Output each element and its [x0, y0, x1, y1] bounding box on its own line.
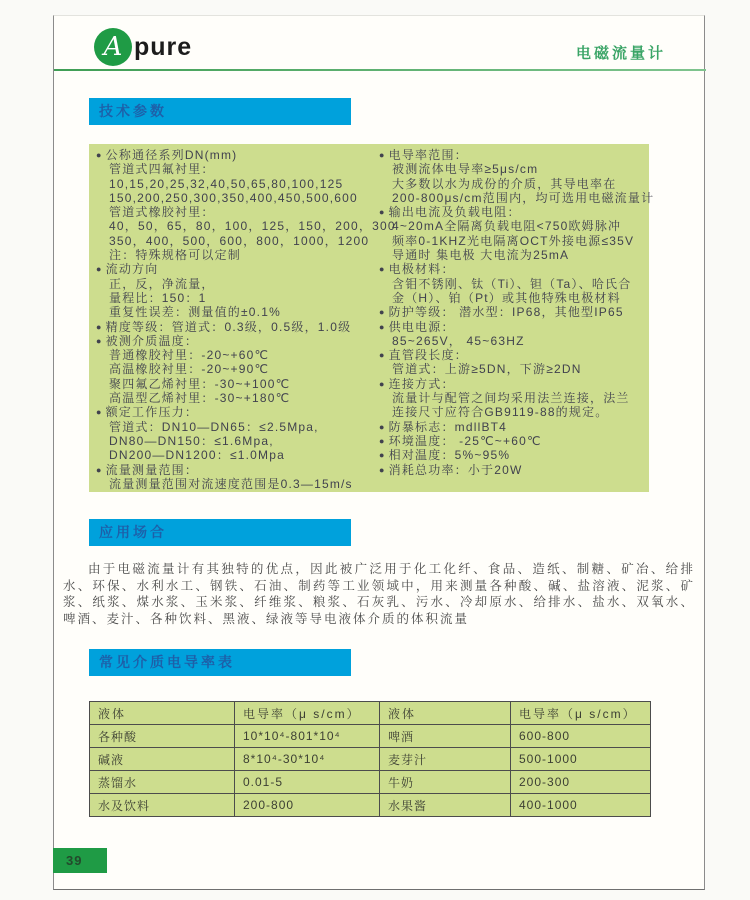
spec-item-head [96, 148, 377, 162]
spec-item-line: 导通时 集电极 大电流为25mA [392, 248, 570, 263]
spec-item-line: DN80—DN150：≤1.6Mpa, [109, 433, 274, 448]
table-row [90, 748, 651, 771]
spec-item-head-text: 被测介质温度： [105, 333, 199, 348]
spec-item-line: 大多数以水为成份的介质，其导电率在 [392, 176, 617, 191]
table-cell: 8*10⁴-30*10⁴ [235, 748, 380, 771]
spec-item [96, 463, 377, 492]
spec-item-head-text: 电导率范围： [388, 148, 468, 162]
brand-logo [94, 27, 192, 67]
logo-letter: A [103, 32, 123, 62]
spec-item [96, 334, 377, 405]
spec-item-line: 85~265V， 45~63HZ [392, 333, 525, 348]
spec-item-line: 频率0-1KHZ光电隔离OCT外接电源≤35V [392, 233, 635, 248]
tech-spec-panel [89, 144, 655, 492]
table-cell: 600-800 [511, 725, 651, 748]
spec-item-line: 管道式：上游≥5DN，下游≥2DN [392, 362, 582, 377]
conductivity-table [89, 701, 651, 817]
spec-item-line: 高温型乙烯衬里：-30~+180℃ [109, 391, 291, 406]
section-banner-conductivity-table: 常见介质电导率表 [89, 649, 351, 676]
spec-item [379, 463, 645, 477]
spec-item-head-text: 防暴标志：mdllBT4 [388, 419, 508, 434]
spec-item-head [96, 405, 377, 419]
spec-item-line: 正，反，净流量， [109, 276, 215, 291]
spec-item-line: 金（H）、铂（Pt）或其他特殊电极材料 [392, 290, 621, 305]
spec-item [379, 377, 645, 420]
table-cell: 蒸馏水 [90, 771, 235, 794]
spec-item-line: 被测流体电导率≥5μs/cm [392, 162, 539, 177]
table-row [90, 725, 651, 748]
spec-item-head [379, 205, 645, 219]
table-header-cell: 电导率（μ s/cm） [511, 702, 651, 725]
spec-item-head [96, 463, 377, 477]
table-row [90, 794, 651, 817]
bullet-icon: ● [379, 264, 386, 275]
spec-item-line: 注：特殊规格可以定制 [109, 248, 242, 263]
spec-item-head [379, 262, 645, 276]
spec-item-head-text: 公称通径系列DN(mm) [105, 148, 238, 162]
bullet-icon: ● [379, 450, 386, 461]
document-page [53, 15, 705, 890]
spec-item-head-text: 直管段长度： [388, 348, 468, 363]
spec-item-head-text: 精度等级：管道式：0.3级，0.5级，1.0级 [105, 319, 352, 334]
spec-item [379, 448, 645, 462]
spec-item-head-text: 供电电源： [388, 319, 455, 334]
spec-item-line: 聚四氟乙烯衬里：-30~+100℃ [109, 376, 291, 391]
spec-item-line: 40，50，65，80，100，125，150，200，300 [109, 219, 396, 234]
spec-column-left [96, 148, 396, 491]
spec-item-head-text: 相对温度：5%~95% [388, 448, 511, 463]
application-paragraph: 由于电磁流量计有其独特的优点，因此被广泛用于化工化纤、食品、造纸、制糖、矿冶、给排水、环保、水利水工、钢铁、石油、制药等工业领域中，用来测量各种酸、碱、盐溶液、泥浆、矿浆、纸浆、煤水浆、玉米浆、纤维浆、粮浆、石灰乳、污水、冷却原水、给排水、盐水、双氧水、啤酒、麦汁、各种饮料、黑液、绿液等导电液体介质的体积流量 [63, 562, 695, 626]
table-header-cell: 液体 [380, 702, 511, 725]
table-cell: 碱液 [90, 748, 235, 771]
bullet-icon: ● [96, 407, 103, 418]
spec-item-line: 管道式：DN10—DN65：≤2.5Mpa, [109, 419, 319, 434]
spec-item-head-text: 额定工作压力： [105, 405, 199, 420]
page-number-badge [53, 848, 107, 873]
spec-item-head [379, 448, 645, 462]
table-header-row [90, 702, 651, 725]
table-cell: 500-1000 [511, 748, 651, 771]
spec-item-line: 高温橡胶衬里：-20~+90℃ [109, 362, 270, 377]
spec-item-head [379, 320, 645, 334]
table-cell: 200-800 [235, 794, 380, 817]
spec-item-line: 含钼不锈刚、钛（Ti）、钽（Ta）、哈氏合 [392, 276, 632, 291]
spec-item-head [379, 377, 645, 391]
table-row [90, 771, 651, 794]
spec-item-line: 连接尺寸应符合GB9119-88的规定。 [392, 405, 609, 420]
spec-item-head [379, 463, 645, 477]
spec-item-head-text: 连接方式： [388, 376, 455, 391]
spec-item-head [379, 420, 645, 434]
bullet-icon: ● [379, 150, 386, 160]
table-cell: 200-300 [511, 771, 651, 794]
spec-item [379, 205, 645, 262]
spec-item [379, 262, 645, 305]
table-header-cell: 电导率（μ s/cm） [235, 702, 380, 725]
spec-item-line: DN200—DN1200：≤1.0Mpa [109, 448, 285, 463]
header-divider [54, 69, 706, 71]
spec-item [379, 320, 645, 349]
bullet-icon: ● [96, 150, 103, 160]
spec-item-head-text: 流量测量范围： [105, 462, 199, 477]
table-cell: 水及饮料 [90, 794, 235, 817]
table-cell: 10*10⁴-801*10⁴ [235, 725, 380, 748]
spec-item-head-text: 输出电流及负载电阻： [388, 205, 521, 220]
spec-item-head [96, 262, 377, 276]
table-cell: 水果酱 [380, 794, 511, 817]
spec-item-line: 重复性误差：测量值的±0.1% [109, 305, 281, 320]
bullet-icon: ● [379, 307, 386, 318]
bullet-icon: ● [379, 435, 386, 446]
logo-wordmark: pure [134, 32, 193, 61]
spec-item-head [379, 434, 645, 448]
spec-item [379, 348, 645, 377]
table-cell: 各种酸 [90, 725, 235, 748]
table-header-cell: 液体 [90, 702, 235, 725]
spec-item-head [96, 334, 377, 348]
bullet-icon: ● [379, 378, 386, 389]
spec-item-line: 350，400，500，600，800，1000，1200 [109, 233, 370, 248]
spec-item-head-text: 环境温度： -25℃~+60℃ [388, 433, 542, 448]
bullet-icon: ● [96, 335, 103, 346]
table-cell: 牛奶 [380, 771, 511, 794]
bullet-icon: ● [96, 321, 103, 332]
product-title: 电磁流量计 [575, 45, 666, 62]
spec-item [96, 148, 396, 263]
spec-item-head [96, 320, 377, 334]
spec-item-line: 流量测量范围对流速度范围是0.3—15m/s [109, 476, 353, 491]
spec-item-line: 150,200,250,300,350,400,450,500,600 [109, 190, 358, 205]
spec-item-line: 管道式四氟衬里： [109, 162, 215, 177]
spec-item-head-text: 消耗总功率：小于20W [388, 462, 523, 477]
spec-item [379, 434, 645, 448]
spec-item-line: 200-800μs/cm范围内，均可选用电磁流量计 [392, 190, 655, 205]
spec-item-head [379, 305, 645, 319]
spec-item-line: 流量计与配管之间均采用法兰连接，法兰 [392, 391, 630, 406]
table-cell: 400-1000 [511, 794, 651, 817]
table-cell: 啤酒 [380, 725, 511, 748]
spec-item-line: 10,15,20,25,32,40,50,65,80,100,125 [109, 176, 344, 191]
table-cell: 0.01-5 [235, 771, 380, 794]
bullet-icon: ● [96, 464, 103, 475]
bullet-icon: ● [379, 321, 386, 332]
spec-item [379, 148, 655, 205]
page-number: 39 [66, 853, 83, 868]
spec-item-line: 普通橡胶衬里：-20~+60℃ [109, 348, 270, 363]
table-cell: 麦芽汁 [380, 748, 511, 771]
spec-item-head-text: 防护等级： 潜水型：IP68，其他型IP65 [388, 305, 624, 320]
spec-item [379, 305, 645, 319]
spec-item [96, 262, 377, 319]
spec-item [96, 320, 377, 334]
spec-item [96, 405, 377, 462]
spec-item-head-text: 电极材料： [388, 262, 455, 277]
spec-item-head-text: 流动方向 [105, 262, 159, 277]
spec-item-head [379, 348, 645, 362]
spec-item-head [379, 148, 645, 162]
bullet-icon: ● [379, 464, 386, 475]
spec-column-right [379, 148, 655, 477]
bullet-icon: ● [96, 264, 103, 275]
bullet-icon: ● [379, 207, 386, 218]
spec-item-line: 4~20mA全隔离负载电阻<750欧姆脉冲 [392, 219, 622, 234]
logo-circle-icon [94, 28, 132, 66]
bullet-icon: ● [379, 421, 386, 432]
spec-item-line: 量程比：150：1 [109, 290, 207, 305]
section-banner-tech-params: 技术参数 [89, 98, 351, 125]
section-banner-application: 应用场合 [89, 519, 351, 546]
spec-item-line: 管道式橡胶衬里： [109, 205, 215, 220]
spec-item [379, 420, 645, 434]
bullet-icon: ● [379, 350, 386, 361]
